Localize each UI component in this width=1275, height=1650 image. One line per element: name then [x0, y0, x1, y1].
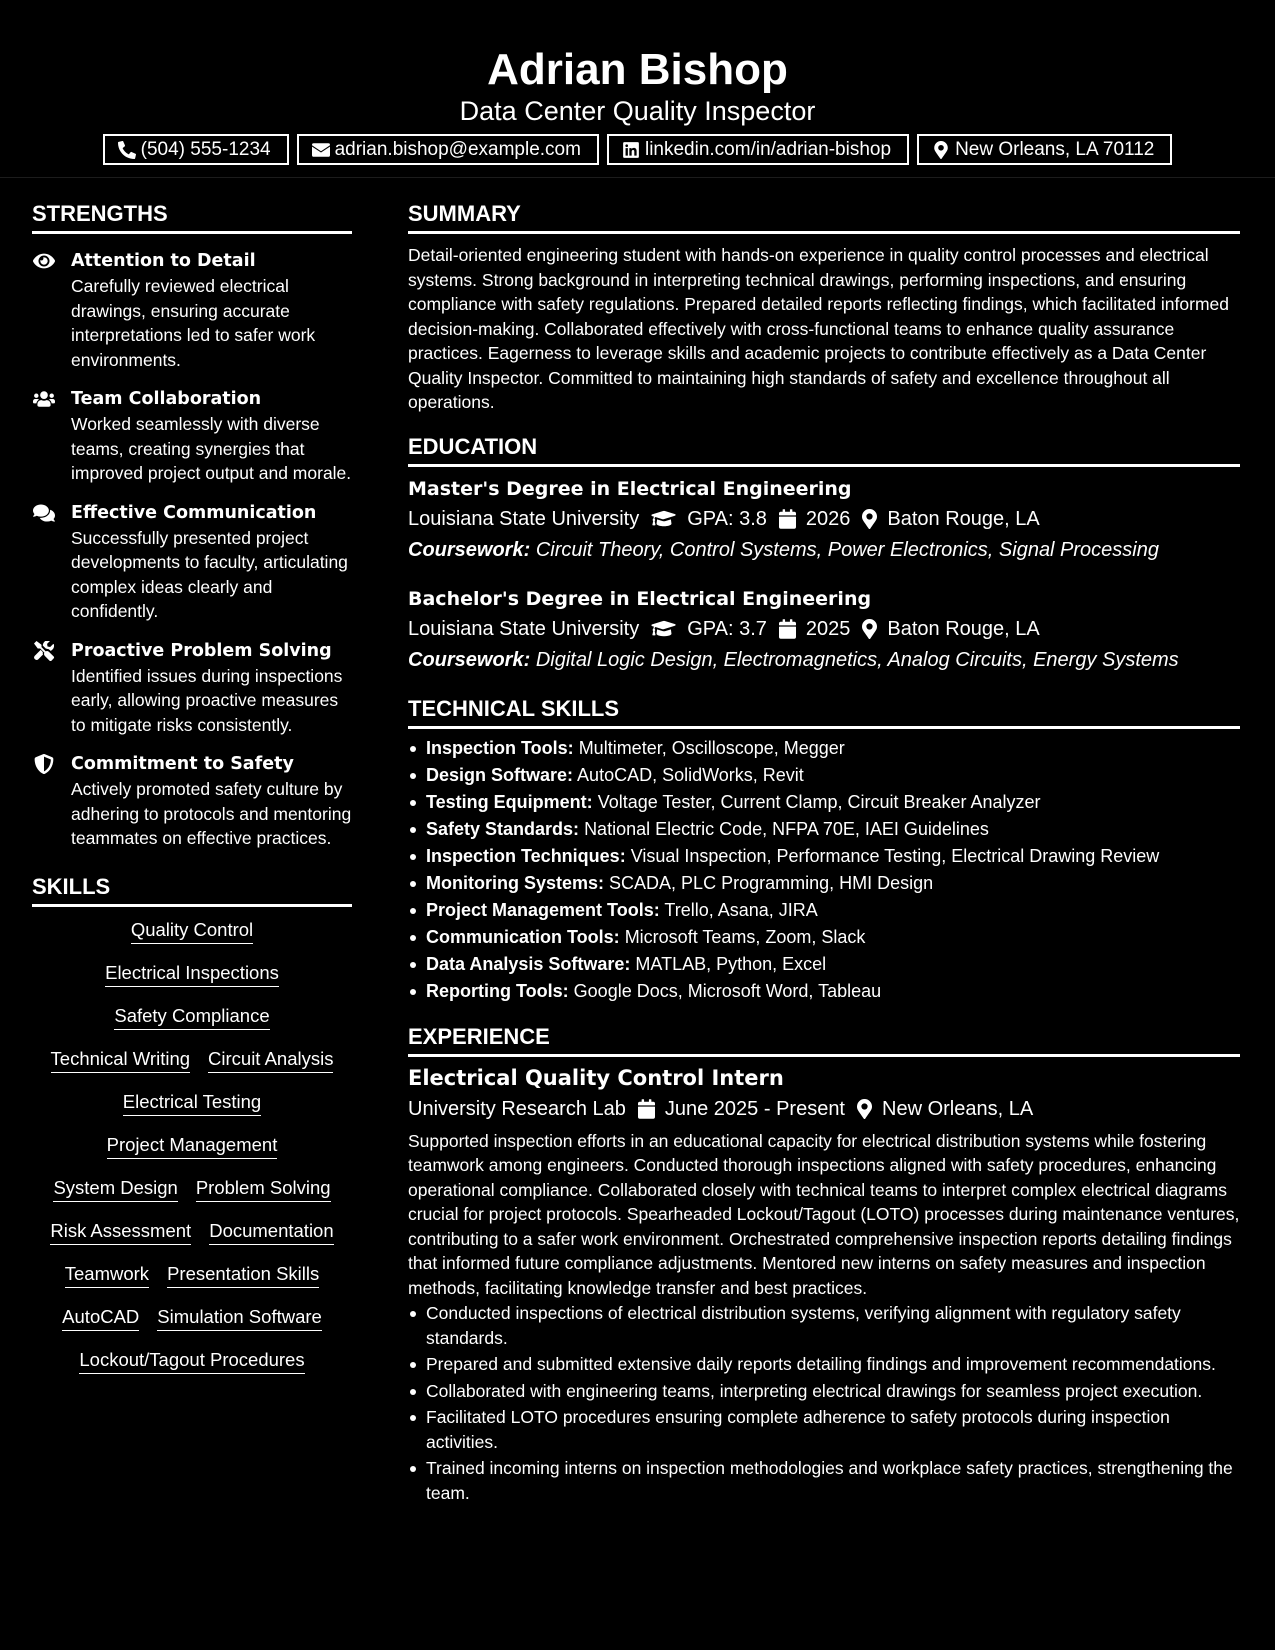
users-icon	[32, 388, 56, 410]
technical-skill-value: National Electric Code, NFPA 70E, IAEI Guidelines	[584, 818, 989, 839]
calendar-icon	[638, 1099, 655, 1119]
experience-heading: EXPERIENCE	[408, 1023, 1240, 1057]
degree-title: Bachelor's Degree in Electrical Engineering	[408, 587, 872, 610]
skill-tag: Problem Solving	[196, 1175, 331, 1202]
phone-icon	[117, 140, 137, 160]
contact-location-text: New Orleans, LA 70112	[955, 138, 1155, 160]
resume-header	[0, 0, 1275, 178]
technical-skill-value: Visual Inspection, Performance Testing, Electrical Drawing Review	[630, 845, 1160, 866]
comments-icon	[32, 502, 56, 524]
skill-tag: System Design	[53, 1175, 177, 1202]
strength-item	[32, 751, 352, 851]
coursework	[408, 535, 1240, 565]
school-location: Baton Rouge, LA	[887, 507, 1040, 530]
map-marker-icon	[862, 619, 877, 639]
technical-skill-value: Trello, Asana, JIRA	[664, 899, 818, 920]
technical-skill-item	[408, 762, 1240, 789]
technical-skill-label: Reporting Tools:	[426, 980, 569, 1001]
technical-skill-value: Microsoft Teams, Zoom, Slack	[624, 926, 866, 947]
graduation-cap-icon	[651, 619, 677, 639]
technical-skill-item	[408, 816, 1240, 843]
technical-skill-label: Communication Tools:	[426, 926, 620, 947]
education-heading: EDUCATION	[408, 433, 1240, 467]
skill-tag: Electrical Testing	[123, 1089, 261, 1116]
job-title: Electrical Quality Control Intern	[408, 1065, 784, 1090]
graduation-cap-icon	[651, 509, 677, 529]
strength-title: Team Collaboration	[71, 389, 262, 409]
technical-skill-value: Google Docs, Microsoft Word, Tableau	[573, 980, 882, 1001]
candidate-name: Adrian Bishop	[487, 45, 788, 94]
coursework-label: Coursework:	[408, 648, 531, 671]
contact-email-text: adrian.bishop@example.com	[334, 138, 581, 160]
job-bullets	[408, 1301, 1240, 1505]
strength-item	[32, 386, 352, 486]
strength-desc: Identified issues during inspections early, allowing proactive measures to mitigate risks consistently.	[71, 665, 343, 735]
left-column	[32, 200, 352, 1374]
technical-skill-item	[408, 735, 1240, 762]
degree-title: Master's Degree in Electrical Engineering	[408, 477, 852, 500]
education-item	[408, 475, 1240, 565]
technical-skill-label: Project Management Tools:	[426, 899, 660, 920]
linkedin-icon	[621, 140, 641, 160]
skill-tag: Documentation	[209, 1218, 333, 1245]
technical-skill-label: Safety Standards:	[426, 818, 580, 839]
contact-location[interactable]	[917, 134, 1172, 165]
skills-heading: SKILLS	[32, 873, 352, 907]
job-location: New Orleans, LA	[882, 1097, 1034, 1120]
education-meta	[408, 613, 1240, 645]
technical-skill-value: SCADA, PLC Programming, HMI Design	[609, 872, 934, 893]
job-entry	[408, 1063, 1240, 1506]
skill-tag: Safety Compliance	[114, 1003, 269, 1030]
strength-desc: Worked seamlessly with diverse teams, creating synergies that improved project output and morale.	[71, 414, 352, 483]
technical-skills-list	[408, 735, 1240, 1005]
calendar-icon	[779, 509, 796, 529]
education-item	[408, 585, 1240, 675]
contact-phone-text: (504) 555-1234	[140, 138, 271, 160]
job-meta	[408, 1093, 1240, 1125]
strength-desc: Successfully presented project developments to faculty, articulating complex ideas clearly and confidently.	[71, 527, 348, 621]
strength-item	[32, 248, 352, 372]
skill-tag: Teamwork	[65, 1261, 149, 1288]
technical-skill-label: Inspection Techniques:	[426, 845, 626, 866]
contact-linkedin-text: linkedin.com/in/adrian-bishop	[644, 138, 892, 160]
graduation-year: 2025	[805, 617, 851, 640]
job-bullet: Trained incoming interns on inspection methodologies and workplace safety practices, strengthening the team.	[408, 1456, 1240, 1505]
technical-skill-label: Design Software:	[426, 764, 574, 785]
education-list	[408, 475, 1240, 675]
right-column	[408, 200, 1240, 1507]
gpa: GPA: 3.7	[687, 617, 767, 640]
strengths-list	[32, 248, 352, 851]
school-name: Louisiana State University	[408, 617, 640, 640]
strength-desc: Actively promoted safety culture by adhering to protocols and mentoring teammates on effective practices.	[71, 779, 352, 848]
skill-tag: Electrical Inspections	[105, 960, 279, 987]
technical-skill-value: Voltage Tester, Current Clamp, Circuit Breaker Analyzer	[597, 791, 1041, 812]
technical-skill-item	[408, 951, 1240, 978]
skill-tag: Risk Assessment	[50, 1218, 191, 1245]
job-description: Supported inspection efforts in an educational capacity for electrical distribution systems while fostering teamwork among engineers. Conducted thorough inspections aligned with safety procedures, enhancing operational compliance. Collaborated closely with technical teams to interpret complex electrical diagrams crucial for project protocols. Spearheaded Lockout/Tagout (LOTO) processes during maintenance ventures, contributing to a safer work environment. Orchestrated comprehensive inspection reports detailing findings that informed future compliance adjustments. Mentored new interns on safety measures and inspection methods, facilitating knowledge transfer and best practices.	[408, 1130, 1240, 1298]
technical-skill-label: Monitoring Systems:	[426, 872, 605, 893]
strength-title: Proactive Problem Solving	[71, 640, 332, 661]
strength-desc: Carefully reviewed electrical drawings, ensuring accurate interpretations led to safer work environments.	[71, 276, 316, 370]
technical-skill-item	[408, 870, 1240, 897]
strength-item	[32, 638, 352, 738]
strength-title: Effective Communication	[71, 502, 317, 523]
skill-tag: Simulation Software	[157, 1304, 322, 1331]
skill-tag: Project Management	[107, 1132, 278, 1159]
strength-item	[32, 500, 352, 624]
summary-heading: SUMMARY	[408, 200, 1240, 234]
technical-skill-value: MATLAB, Python, Excel	[635, 953, 827, 974]
graduation-year: 2026	[805, 507, 851, 530]
map-marker-icon	[862, 509, 877, 529]
education-meta	[408, 503, 1240, 535]
skill-tag: Lockout/Tagout Procedures	[79, 1347, 304, 1374]
strength-title: Attention to Detail	[71, 251, 256, 271]
coursework	[408, 645, 1240, 675]
map-marker-icon	[857, 1099, 872, 1119]
job-bullet: Prepared and submitted extensive daily reports detailing findings and improvement recommendations.	[408, 1352, 1240, 1377]
coursework-list: Circuit Theory, Control Systems, Power Electronics, Signal Processing	[535, 538, 1159, 561]
skills-list	[32, 917, 352, 1374]
technical-skill-value: Multimeter, Oscilloscope, Megger	[578, 737, 845, 758]
technical-skill-label: Testing Equipment:	[426, 791, 593, 812]
technical-skill-item	[408, 924, 1240, 951]
calendar-icon	[779, 619, 796, 639]
skill-tag: AutoCAD	[62, 1304, 139, 1331]
contact-linkedin[interactable]	[607, 134, 909, 165]
technical-skill-item	[408, 978, 1240, 1005]
coursework-label: Coursework:	[408, 538, 531, 561]
tools-icon	[32, 640, 56, 662]
skill-tag: Presentation Skills	[167, 1261, 319, 1288]
job-bullet: Collaborated with engineering teams, interpreting electrical drawings for seamless project execution.	[408, 1379, 1240, 1404]
summary-text: Detail-oriented engineering student with hands-on experience in quality control processes and electrical systems. Strong background in interpreting technical drawings, performing inspections, and ensuring compliance with safety regulations. Prepared detailed reports reflecting findings, which facilitated informed decision-making. Collaborated effectively with cross-functional teams to enhance quality assurance practices. Eagerness to leverage skills and academic projects to contribute effectively as a Data Center Quality Inspector. Committed to maintaining high standards of safety and excellence throughout all operations.	[408, 245, 1229, 412]
skill-tag: Circuit Analysis	[208, 1046, 333, 1073]
envelope-icon	[311, 140, 331, 160]
shield-icon	[32, 753, 56, 775]
contact-bar	[0, 134, 1275, 165]
contact-email[interactable]	[297, 134, 599, 165]
technical-skill-label: Data Analysis Software:	[426, 953, 631, 974]
strengths-heading: STRENGTHS	[32, 200, 352, 234]
map-marker-icon	[931, 140, 951, 160]
strength-title: Commitment to Safety	[71, 754, 294, 774]
technical-skill-item	[408, 843, 1240, 870]
coursework-list: Digital Logic Design, Electromagnetics, Analog Circuits, Energy Systems	[535, 648, 1179, 671]
technical-skill-item	[408, 789, 1240, 816]
eye-icon	[32, 250, 56, 272]
contact-phone[interactable]	[103, 134, 289, 165]
gpa: GPA: 3.8	[687, 507, 767, 530]
technical-skill-label: Inspection Tools:	[426, 737, 574, 758]
job-dates: June 2025 - Present	[664, 1097, 845, 1120]
school-location: Baton Rouge, LA	[887, 617, 1040, 640]
skill-tag: Technical Writing	[51, 1046, 191, 1073]
job-bullet: Facilitated LOTO procedures ensuring complete adherence to safety protocols during inspection activities.	[408, 1405, 1240, 1454]
technical-skill-item	[408, 897, 1240, 924]
job-bullet: Conducted inspections of electrical distribution systems, verifying alignment with regulatory safety standards.	[408, 1301, 1240, 1350]
skill-tag: Quality Control	[131, 917, 253, 944]
job-organization: University Research Lab	[408, 1097, 626, 1120]
school-name: Louisiana State University	[408, 507, 640, 530]
candidate-title: Data Center Quality Inspector	[459, 96, 816, 126]
technical-skill-value: AutoCAD, SolidWorks, Revit	[577, 764, 804, 785]
technical-skills-heading: TECHNICAL SKILLS	[408, 695, 1240, 729]
